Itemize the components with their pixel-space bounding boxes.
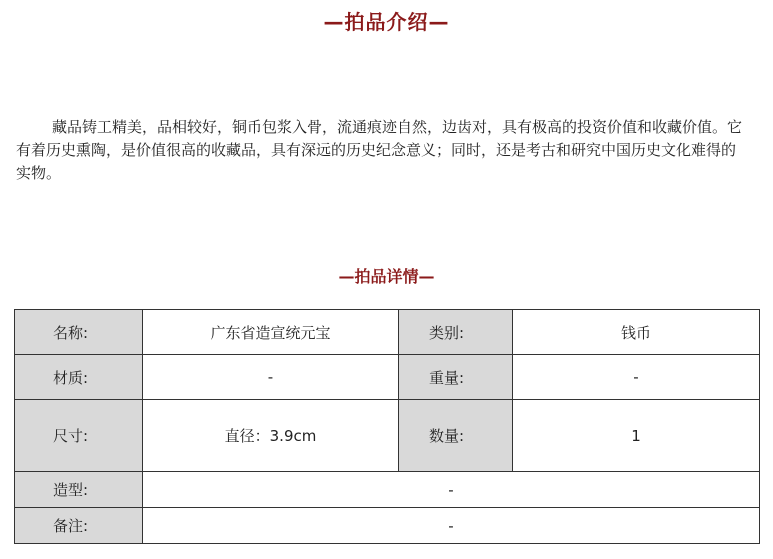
details-heading: —拍品详情— xyxy=(338,267,435,286)
weight-label: 重量: xyxy=(399,355,513,400)
category-value: 钱币 xyxy=(513,310,760,355)
table-row xyxy=(15,508,760,544)
category-label: 类别: xyxy=(399,310,513,355)
note-value: - xyxy=(143,508,760,544)
size-value: 直径：3.9cm xyxy=(143,400,399,472)
shape-value: - xyxy=(143,472,760,508)
table-row xyxy=(15,355,760,400)
table-row xyxy=(15,472,760,508)
shape-label: 造型: xyxy=(15,472,143,508)
note-label: 备注: xyxy=(15,508,143,544)
quantity-value: 1 xyxy=(513,400,760,472)
table-row xyxy=(15,310,760,355)
size-label: 尺寸: xyxy=(15,400,143,472)
name-label: 名称: xyxy=(15,310,143,355)
material-value: - xyxy=(143,355,399,400)
intro-heading: —拍品介绍— xyxy=(323,10,450,34)
intro-paragraph: 藏品铸工精美，品相较好，铜币包浆入骨，流通痕迹自然，边齿对，具有极高的投资价值和收藏价值。它有着历史熏陶，是价值很高的收藏品，具有深远的历史纪念意义；同时，还是考古和研究中国历史文化难得的实物。 xyxy=(16,118,743,182)
quantity-label: 数量: xyxy=(399,400,513,472)
material-label: 材质: xyxy=(15,355,143,400)
name-value: 广东省造宣统元宝 xyxy=(143,310,399,355)
table-row xyxy=(15,400,760,472)
details-table xyxy=(14,309,760,544)
weight-value: - xyxy=(513,355,760,400)
